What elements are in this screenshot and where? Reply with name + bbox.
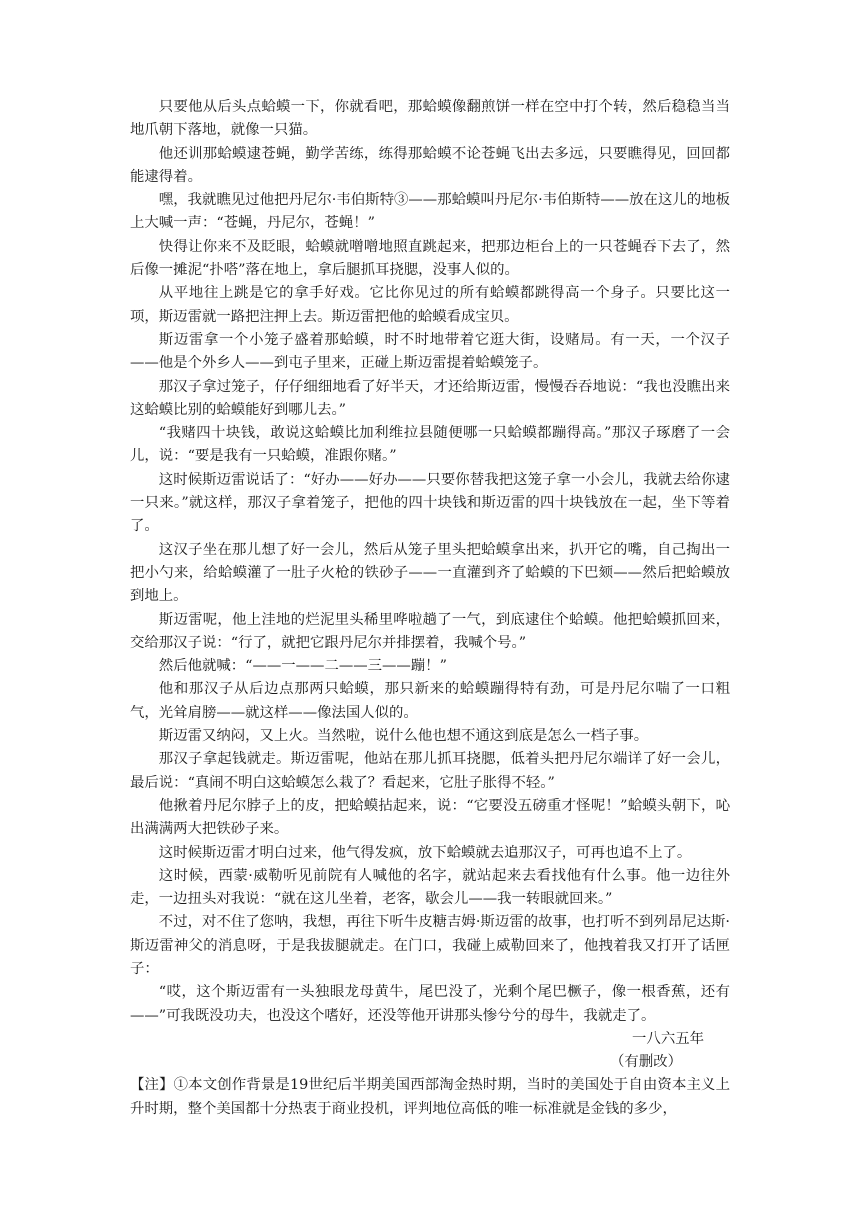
footnote: [130, 1074, 730, 1121]
story-paragraph: 快得让你来不及眨眼，蛤蟆就噌噌地照直跳起来，把那边柜台上的一只苍蝇吞下去了，然后像一摊泥“扑嗒”落在地上，拿后腿抓耳挠腮，没事人似的。: [130, 238, 730, 279]
story-paragraph: 这时候斯迈雷说话了：“好办——好办——只要你替我把这笼子拿一小会儿，我就去给你逮一只来。”就这样，那汉子拿着笼子，把他的四十块钱和斯迈雷的四十块钱放在一起，坐下等着了。: [130, 471, 730, 535]
story-paragraph: 那汉子拿起钱就走。斯迈雷呢，他站在那儿抓耳挠腮，低着头把丹尼尔端详了好一会儿，最后说：“真闹不明白这蛤蟆怎么栽了？看起来，它肚子胀得不轻。”: [130, 751, 730, 791]
story-paragraph: 只要他从后头点蛤蟆一下，你就看吧，那蛤蟆像翻煎饼一样在空中打个转，然后稳稳当当地爪朝下落地，就像一只猫。: [130, 99, 730, 139]
story-paragraph: 他和那汉子从后边点那两只蛤蟆，那只新来的蛤蟆蹦得特有劲，可是丹尼尔喘了一口粗气，光耸肩膀——就这样——像法国人似的。: [130, 681, 730, 721]
story-paragraph: “哎，这个斯迈雷有一头独眼龙母黄牛，尾巴没了，光剩个尾巴橛子，像一根香蕉，还有——”可我既没功夫，也没这个嗜好，还没等他开讲那头惨兮兮的母牛，我就走了。: [130, 984, 730, 1024]
story-paragraph: 那汉子拿过笼子，仔仔细细地看了好半天，才还给斯迈雷，慢慢吞吞地说：“我也没瞧出来这蛤蟆比别的蛤蟆能好到哪儿去。”: [130, 378, 730, 418]
story-paragraph: 这汉子坐在那儿想了好一会儿，然后从笼子里头把蛤蟆拿出来，扒开它的嘴，自己掏出一把小勺来，给蛤蟆灌了一肚子火枪的铁砂子——一直灌到齐了蛤蟆的下巴颏——然后把蛤蟆放到地上。: [130, 541, 730, 605]
story-paragraph: 然后他就喊：“——一——二——三——蹦！”: [158, 658, 447, 675]
story-paragraph: “我赌四十块钱，敢说这蛤蟆比加利维拉县随便哪一只蛤蟆都蹦得高。”那汉子琢磨了一会儿，说：“要是我有一只蛤蟆，准跟你赌。”: [130, 425, 730, 465]
document-page: [130, 96, 730, 1121]
story-paragraph: 斯迈雷拿一个小笼子盛着那蛤蟆，时不时地带着它逛大街，设赌局。有一天，一个汉子——他是个外乡人——到屯子里来，正碰上斯迈雷提着蛤蟆笼子。: [130, 331, 730, 372]
story-paragraph: 斯迈雷呢，他上洼地的烂泥里头稀里哗啦趟了一气，到底逮住个蛤蟆。他把蛤蟆抓回来，交给那汉子说：“行了，就把它跟丹尼尔并排摆着，我喊个号。”: [130, 611, 730, 651]
story-paragraph: 这时候斯迈雷才明白过来，他气得发疯，放下蛤蟆就去追那汉子，可再也追不上了。: [158, 844, 692, 861]
story-paragraph: 这时候，西蒙·威勒听见前院有人喊他的名字，就站起来去看找他有什么事。他一边往外走，一边扭头对我说：“就在这儿坐着，老客，歇会儿——我一转眼就回来。”: [130, 867, 730, 908]
date-signoff: 一八六五年: [632, 1030, 704, 1047]
story-paragraph: 他揪着丹尼尔脖子上的皮，把蛤蟆拈起来，说：“它要没五磅重才怪呢！”蛤蟆头朝下，吣出满满两大把铁砂子来。: [130, 797, 730, 838]
story-paragraph: 不过，对不住了您呐，我想，再往下听牛皮糖吉姆·斯迈雷的故事，也打听不到列昂尼达斯·斯迈雷神父的消息呀，于是我拔腿就走。在门口，我碰上威勒回来了，他拽着我又打开了话匣子：: [130, 914, 730, 977]
story-body: [130, 96, 730, 1028]
story-paragraph: 嘿，我就瞧见过他把丹尼尔·韦伯斯特③——那蛤蟆叫丹尼尔·韦伯斯特——放在这儿的地板上大喊一声：“苍蝇，丹尼尔，苍蝇！”: [130, 192, 730, 232]
footnote-label: 【注】: [130, 1077, 174, 1094]
story-paragraph: 他还训那蛤蟆逮苍蝇，勤学苦练，练得那蛤蟆不论苍蝇飞出去多远，只要瞧得见，回回都能逮得着。: [130, 145, 730, 185]
footnote-text: ①本文创作背景是19世纪后半期美国西部淘金热时期，当时的美国处于自由资本主义上升时期，整个美国都十分热衷于商业投机，评判地位高低的唯一标准就是金钱的多少，: [130, 1077, 730, 1117]
story-paragraph: 从平地往上跳是它的拿手好戏。它比你见过的所有蛤蟆都跳得高一个身子。只要比这一项，斯迈雷就一路把注押上去。斯迈雷把他的蛤蟆看成宝贝。: [130, 285, 730, 325]
edit-note: （有删改）: [610, 1054, 682, 1071]
story-paragraph: 斯迈雷又纳闷，又上火。当然啦，说什么他也想不通这到底是怎么一档子事。: [158, 728, 649, 745]
